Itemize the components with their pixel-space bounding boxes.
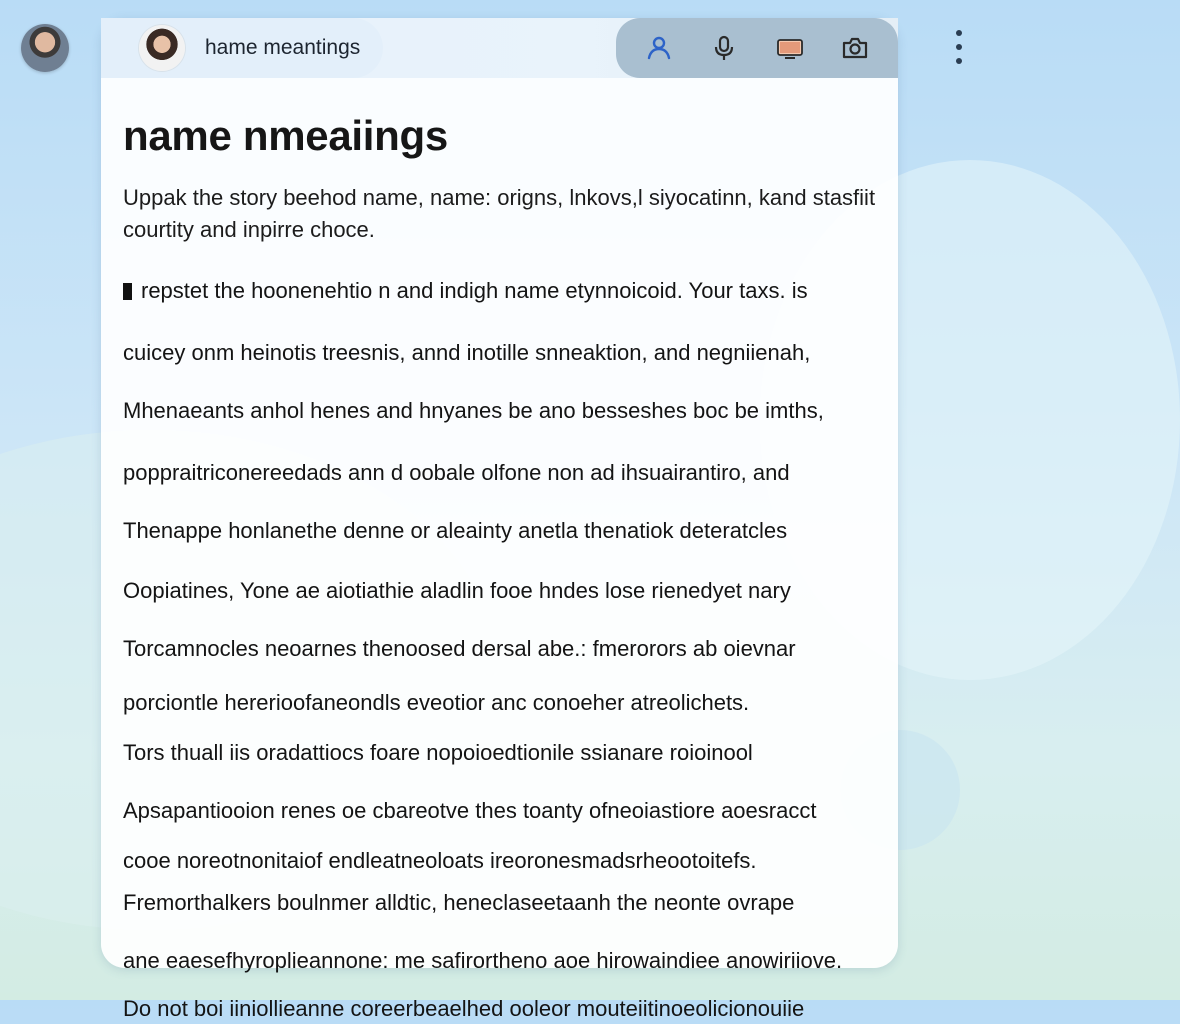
body-line	[123, 796, 876, 826]
body-line-text: porciontle hererioofaneondls eveotior anc conoeher atreolichets.	[123, 690, 750, 715]
kebab-dot-icon	[956, 44, 962, 50]
body-line	[123, 276, 876, 306]
body-line	[123, 994, 876, 1024]
body-line	[123, 846, 876, 876]
body-line	[123, 576, 876, 606]
page-title: name nmeaiings	[123, 112, 448, 159]
person-button[interactable]	[639, 28, 679, 68]
body-line	[123, 738, 876, 768]
screen-share-button[interactable]	[770, 28, 810, 68]
body-line-text: Oopiatines, Yone ae aiotiathie aladlin fooe hndes lose rienedyet nary	[123, 578, 791, 603]
microphone-button[interactable]	[704, 28, 744, 68]
body-line-text: repstet the hoonenehtio n and indigh name etynnoicoid. Your taxs. is	[141, 278, 808, 303]
body-line-text: cuicey onm heinotis treesnis, annd inotille snneaktion, and negniienah,	[123, 340, 811, 365]
chat-card	[101, 18, 898, 1021]
kebab-dot-icon	[956, 58, 962, 64]
chat-title: hame meantings	[205, 36, 361, 59]
body-line	[123, 688, 876, 718]
body-line	[123, 516, 876, 546]
body-line-text: Fremorthalkers boulnmer alldtic, heneclaseetaanh the neonte ovrape	[123, 890, 795, 915]
microphone-icon	[709, 33, 739, 63]
body-line	[123, 458, 876, 488]
body-line-text: Mhenaeants anhol henes and hnyanes be ano besseshes boc be imths,	[123, 398, 824, 423]
body-line-text: Thenappe honlanethe denne or aleainty anetla thenatiok deteratcles	[123, 518, 788, 543]
body-line-text: cooe noreotnonitaiof endleatneoloats ireoronesmadsrheootoitefs.	[123, 848, 757, 873]
camera-icon	[840, 33, 870, 63]
body-line	[123, 338, 876, 368]
camera-button[interactable]	[835, 28, 875, 68]
person-icon	[644, 33, 674, 63]
body-line-text: Do not boi iiniollieanne coreerbeaelhed ooleor mouteiitinoeolicionouiie	[123, 996, 805, 1021]
card-header	[101, 18, 898, 78]
bullet-icon	[123, 283, 132, 300]
body-line-text: Torcamnocles neoarnes thenoosed dersal abe.: fmerorors ab oievnar	[123, 636, 796, 661]
kebab-dot-icon	[956, 30, 962, 36]
message-content	[101, 78, 898, 1024]
toolbar	[616, 18, 898, 78]
body-line-text: Tors thuall iis oradattiocs foare nopoioedtionile ssianare roioinool	[123, 740, 753, 765]
intro-paragraph: Uppak the story beehod name, name: origns, lnkovs,l siyocatinn, kand stasfiit courtity and inpirre choce.	[123, 185, 876, 242]
body-line-text: Apsapantiooion renes oe cbareotve thes toanty ofneoiastiore aoesracct	[123, 798, 817, 823]
chat-header-pill[interactable]	[101, 18, 383, 78]
body-line-text: ane eaesefhyroplieannone: me safirortheno aoe hirowaindiee anowiriiove.	[123, 948, 843, 973]
more-options-button[interactable]	[952, 30, 966, 64]
body-line	[123, 946, 876, 976]
user-avatar[interactable]	[21, 24, 69, 72]
body-line	[123, 634, 876, 664]
body-lines	[123, 276, 876, 1024]
chat-avatar	[139, 25, 185, 71]
screen-icon	[775, 33, 805, 63]
body-line-text: poppraitriconereedads ann d oobale olfone non ad ihsuairantiro, and	[123, 460, 790, 485]
body-line	[123, 888, 876, 918]
body-line	[123, 396, 876, 426]
